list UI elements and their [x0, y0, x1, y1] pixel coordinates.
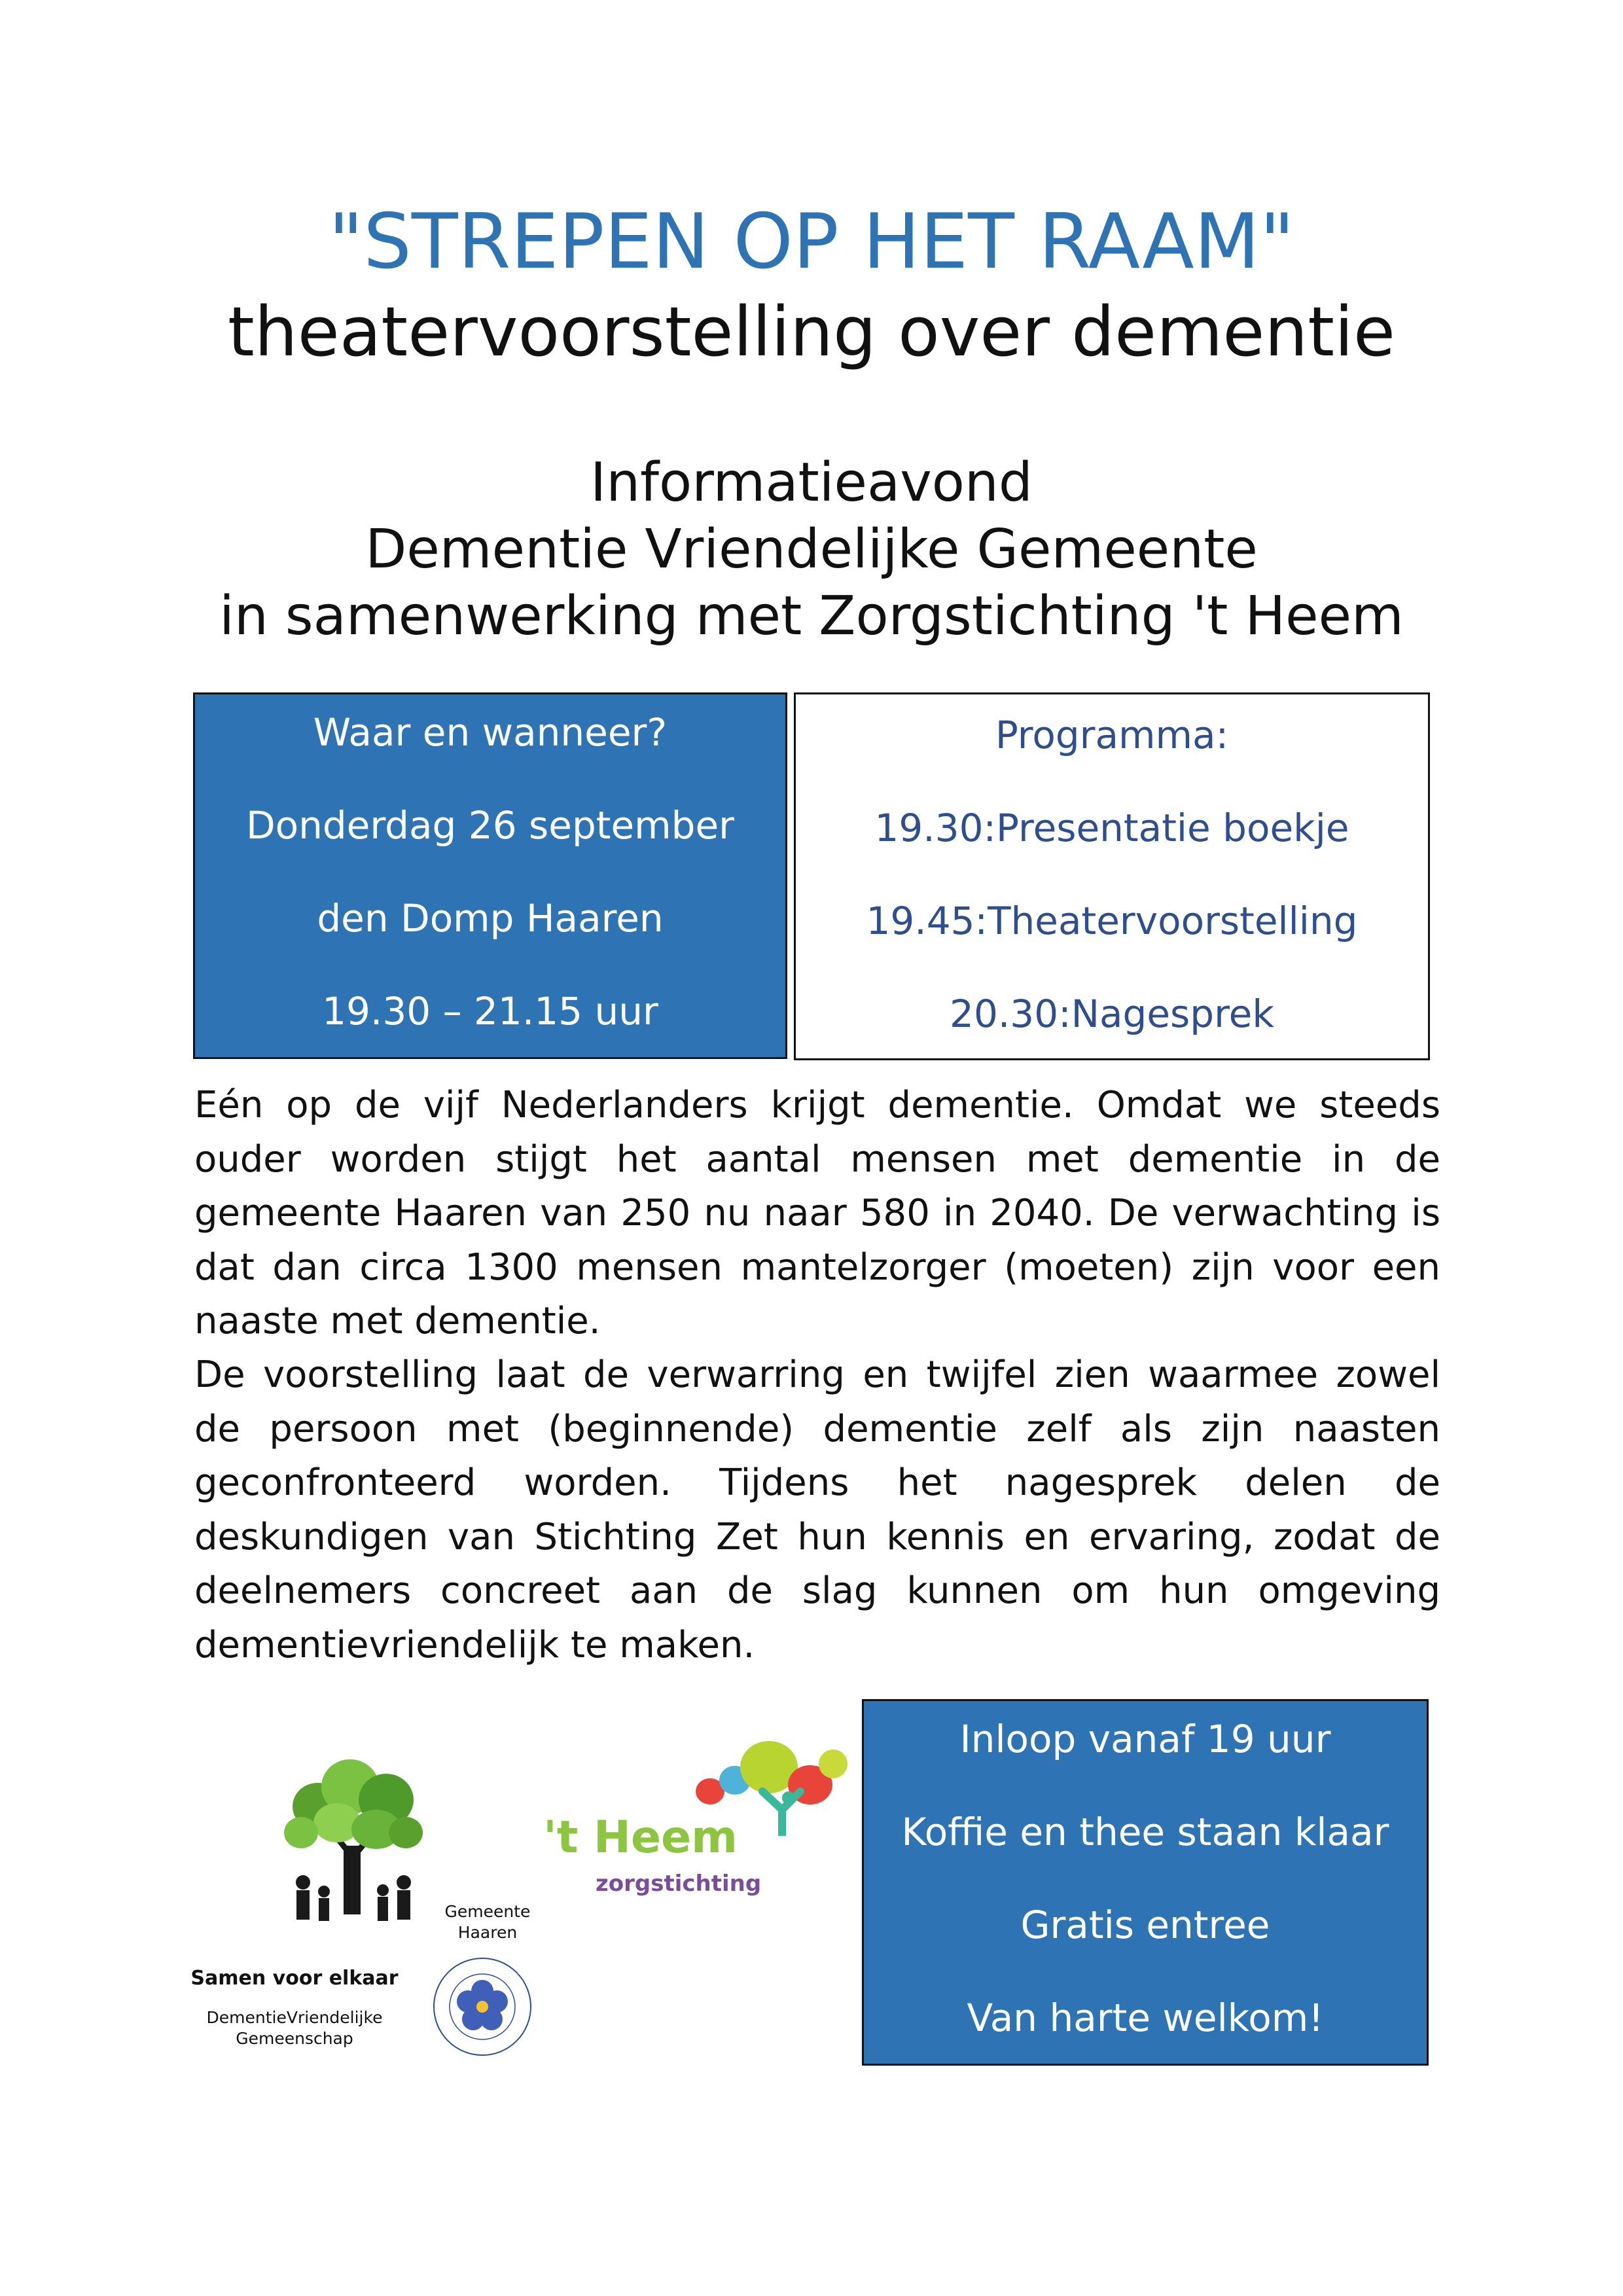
- gemeenschap-label: Gemeenschap: [236, 2029, 353, 2048]
- info-evening-heading: Informatieavond: [590, 452, 1033, 514]
- tree-icon: [278, 1754, 429, 1931]
- programma-item: 20.30:Nagesprek: [950, 992, 1274, 1036]
- event-time: 19.30 – 21.15 uur: [322, 989, 658, 1033]
- programma-heading: Programma:: [995, 713, 1229, 757]
- poster-subtitle: theatervoorstelling over dementie: [228, 292, 1395, 372]
- poster-title: "STREPEN OP HET RAAM": [328, 198, 1295, 286]
- heem-logo-sub: zorgstichting: [596, 1871, 762, 1897]
- dementievriendelijke-label: DementieVriendelijke: [206, 2008, 383, 2027]
- event-location: den Domp Haaren: [317, 896, 664, 941]
- body-paragraph: Eén op de vijf Nederlanders krijgt dementie. Omdat we steeds ouder worden stijgt het aantal mensen met dementie in de gemeente Haaren van 250 nu naar 580 in 2040. De verwachting is dat dan circa 1300 mensen mantelzorger (moeten) zijn voor een naaste met dementie.: [194, 1084, 1440, 1342]
- body-paragraph: De voorstelling laat de verwarring en twijfel zien waarmee zowel de persoon met (beginnende) dementie zelf als zijn naasten geconfronteerd worden. Tijdens het nagesprek delen de deskundigen van Stichting Zet hun kennis en ervaring, zodat de deelnemers concreet aan de slag kunnen om hun omgeving dementievriendelijk te maken.: [194, 1354, 1440, 1666]
- free-entry-note: Gratis entree: [1020, 1903, 1270, 1947]
- samen-voor-elkaar-logo: [278, 1754, 429, 1931]
- heem-logo-name: 't Heem: [543, 1812, 738, 1863]
- where-when-heading: Waar en wanneer?: [313, 710, 668, 755]
- programma-box: [794, 692, 1430, 1060]
- dementievriendelijk-seal: [430, 1954, 535, 2059]
- gemeente-label: Gemeente: [444, 1902, 531, 1921]
- info-organizer: Dementie Vriendelijke Gemeente: [365, 518, 1258, 581]
- programma-item: 19.30:Presentatie boekje: [874, 806, 1349, 850]
- welcome-box: [862, 1699, 1429, 2066]
- samen-voor-elkaar-label: Samen voor elkaar: [190, 1967, 399, 1990]
- programma-item: 19.45:Theatervoorstelling: [866, 899, 1358, 943]
- event-date: Donderdag 26 september: [245, 803, 735, 848]
- welcome-note: Van harte welkom!: [967, 1996, 1324, 2040]
- coffee-tea-note: Koffie en thee staan klaar: [901, 1810, 1389, 1854]
- info-partner: in samenwerking met Zorgstichting 't Heem: [219, 585, 1404, 647]
- haaren-label: Haaren: [457, 1923, 518, 1942]
- walk-in-time: Inloop vanaf 19 uur: [959, 1717, 1331, 1761]
- where-when-box: [193, 692, 787, 1059]
- forget-me-not-icon: [430, 1954, 535, 2059]
